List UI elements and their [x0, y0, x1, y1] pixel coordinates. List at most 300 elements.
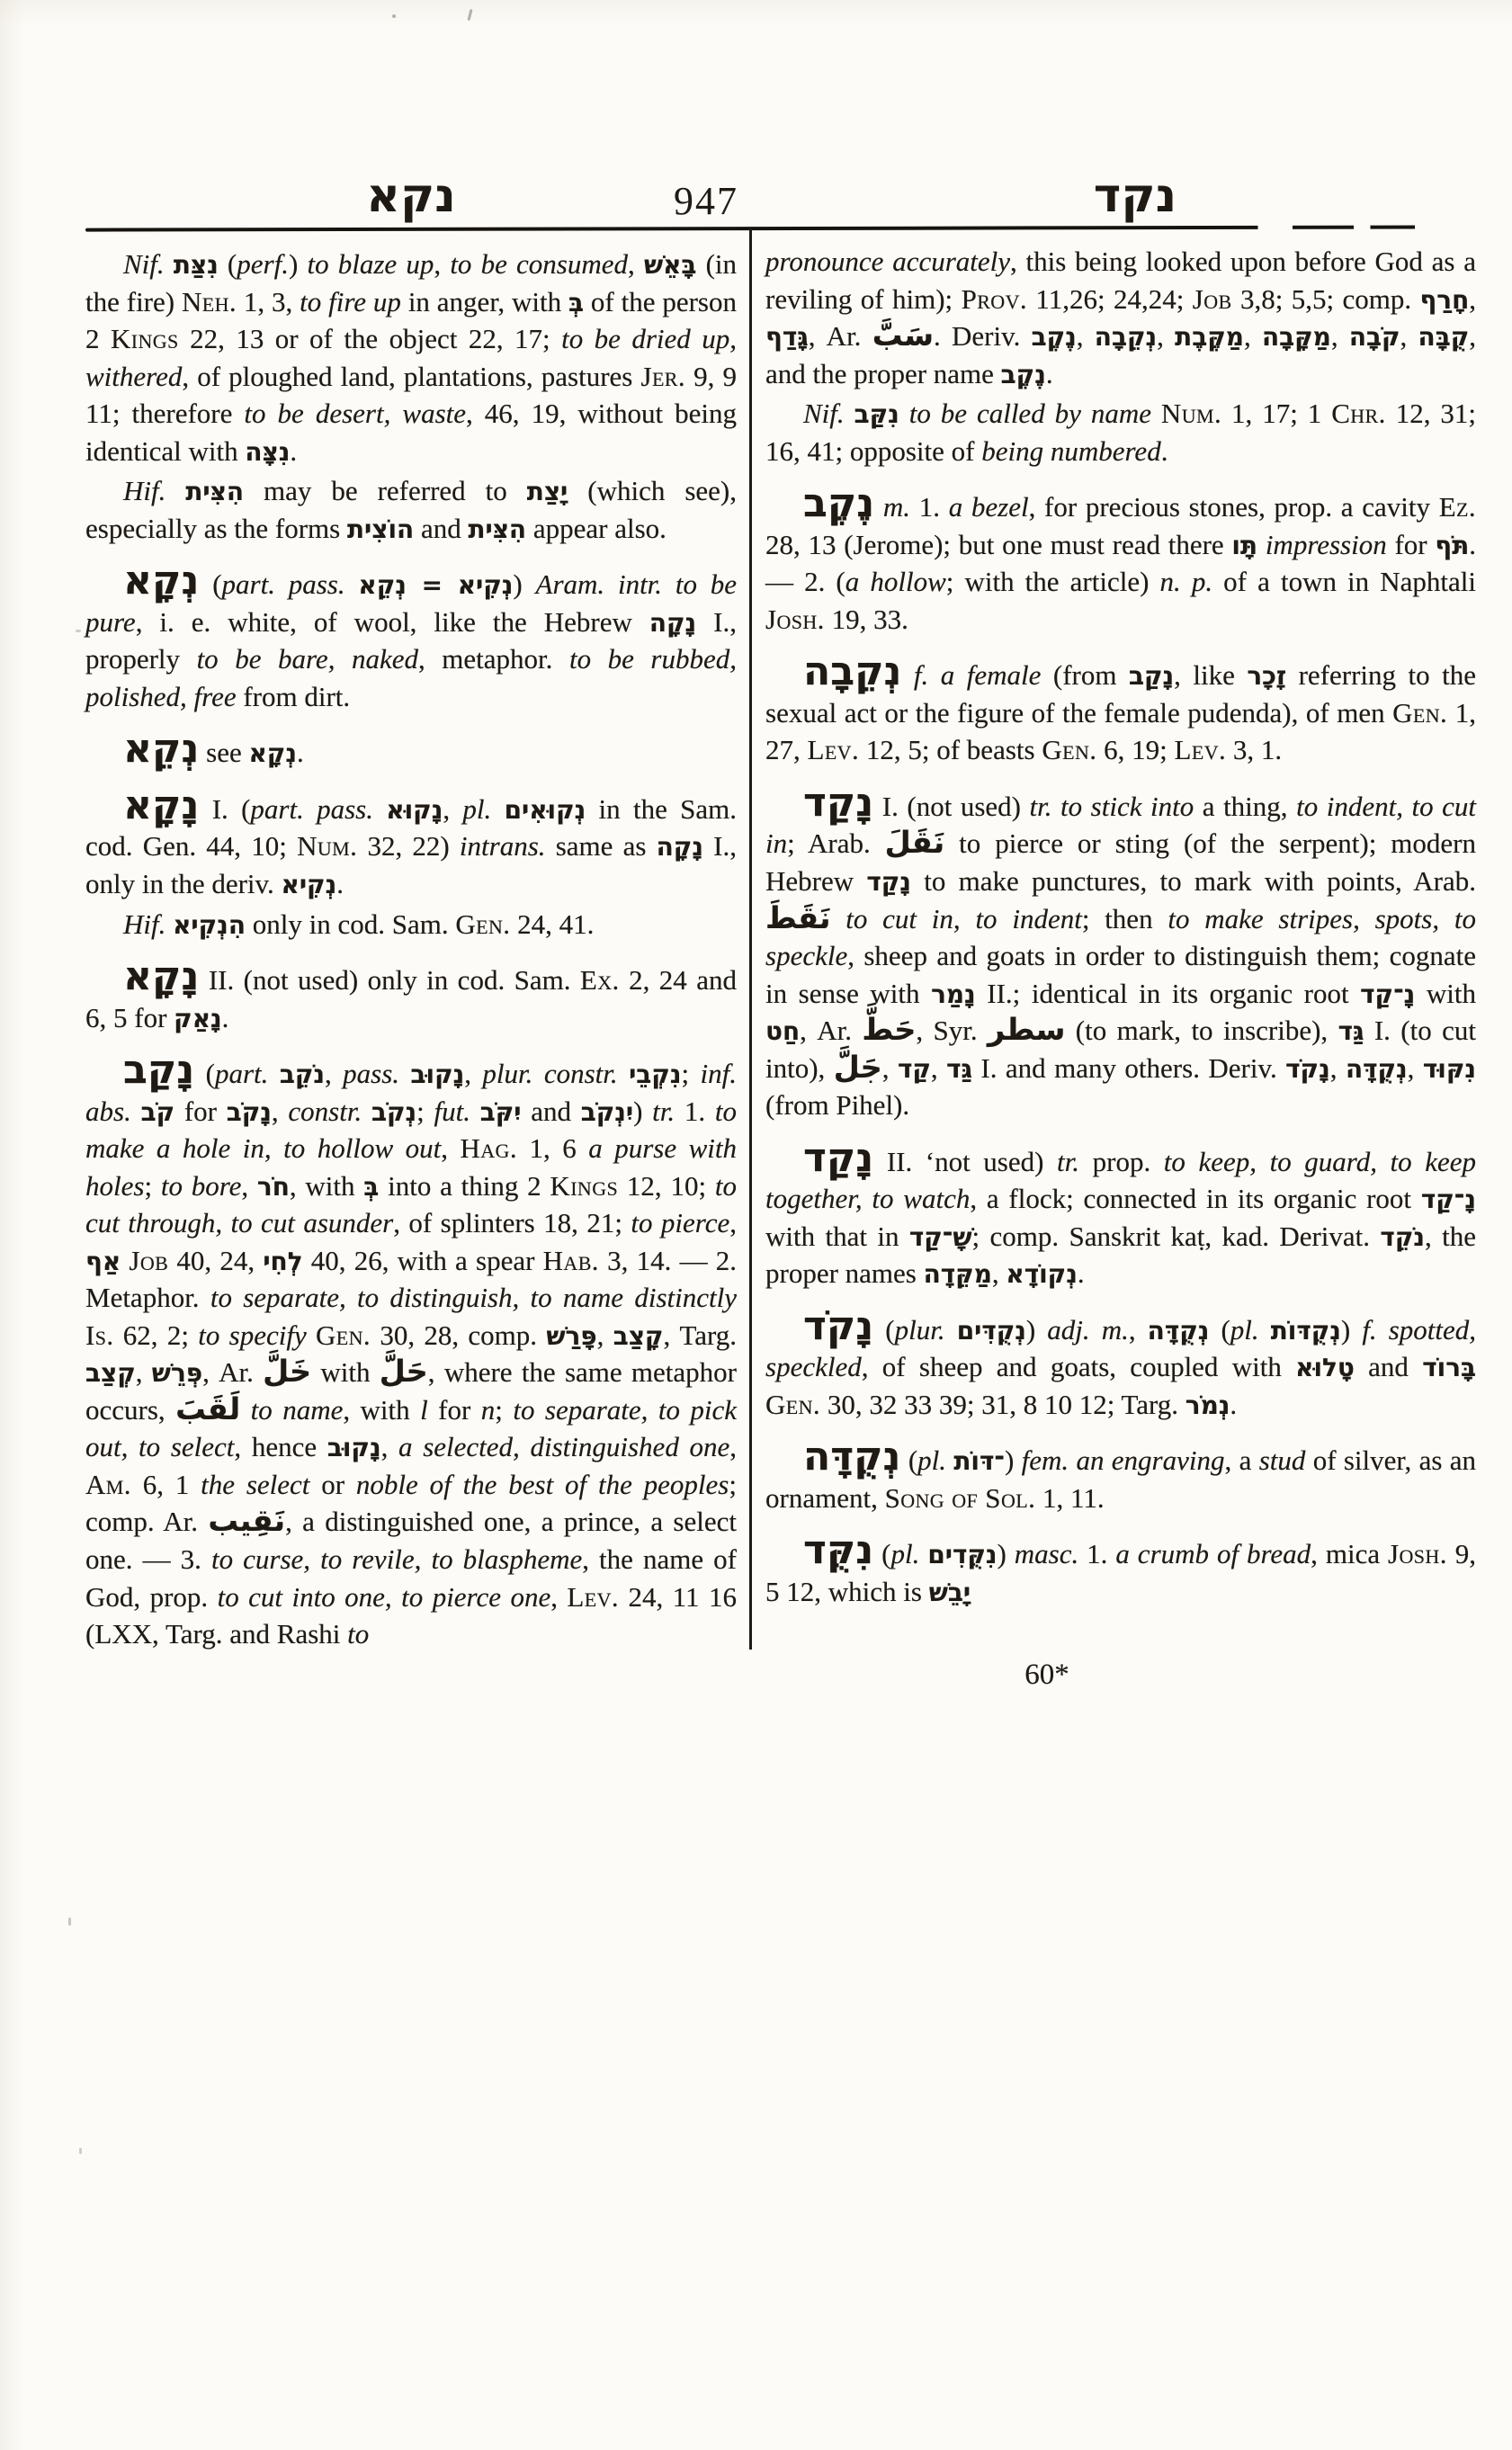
- roman-text: only in cod. Sam.: [245, 908, 456, 940]
- hebrew-word: פָּרַשׁ: [546, 1320, 597, 1351]
- left-catchword-hebrew: נקא: [366, 169, 456, 223]
- italic-gloss: Aram. intr. to be pure: [85, 568, 737, 638]
- roman-text: [121, 1245, 129, 1276]
- roman-text: , a flock; connected in its organic root: [970, 1183, 1421, 1215]
- roman-text: , i. e. white, of wool, like the Hebrew: [135, 605, 649, 638]
- bible-reference: Lev.: [1174, 734, 1227, 766]
- left-column: [85, 243, 737, 1653]
- hebrew-headword: נָקָא: [123, 953, 200, 1000]
- arabic-word: لَقَبَ: [175, 1390, 241, 1426]
- roman-text: ,: [1329, 1051, 1346, 1084]
- roman-text: 30, 32 33 39; 31, 8 10 12; Targ.: [820, 1388, 1185, 1420]
- roman-text: I. (not used): [873, 790, 1030, 822]
- roman-text: 32, 22): [357, 830, 460, 863]
- roman-text: ,: [441, 1132, 461, 1165]
- roman-text: I., only in the deriv.: [85, 830, 738, 899]
- roman-text: 40, 24,: [168, 1244, 264, 1276]
- roman-text: ,: [991, 1257, 1007, 1290]
- roman-text: 1, 6: [517, 1132, 589, 1165]
- roman-text: .: [296, 737, 304, 769]
- hebrew-word: נִקֻּדִים: [927, 1540, 998, 1570]
- hebrew-word: קֻבָּה: [1418, 322, 1470, 353]
- roman-text: 62, 2;: [113, 1319, 199, 1351]
- roman-text: ,: [1330, 320, 1349, 353]
- italic-gloss: constr.: [288, 1095, 362, 1127]
- roman-text: 2, 24 and 6, 5 for: [85, 964, 737, 1033]
- hebrew-word: נְקֻדִּים: [956, 1315, 1026, 1346]
- roman-text: [268, 1058, 279, 1089]
- roman-text: in the Sam. cod. Gen. 44, 10;: [85, 792, 737, 863]
- italic-gloss: to separate, to pick out, to select: [85, 1393, 738, 1463]
- roman-text: [945, 1314, 957, 1346]
- bible-reference: Job: [1192, 282, 1232, 315]
- hebrew-word: נֹקֵד: [1380, 1221, 1425, 1252]
- hebrew-word: נָמַר: [931, 979, 976, 1009]
- italic-gloss: fut.: [434, 1095, 470, 1127]
- italic-gloss: a crumb of bread: [1115, 1538, 1311, 1570]
- roman-text: [919, 1538, 927, 1569]
- italic-gloss: to be rubbed, polished, free: [85, 643, 737, 712]
- roman-text: ,: [1469, 282, 1476, 315]
- roman-text: , of splinters 18, 21;: [393, 1207, 631, 1239]
- roman-text: (: [218, 248, 237, 280]
- hebrew-word: מַקֶּבֶת: [1175, 322, 1244, 353]
- roman-text: referring to the sexual act or the figure of the female pudenda), of men: [765, 659, 1476, 729]
- roman-text: 9, 5 12, which is: [765, 1538, 1477, 1607]
- hebrew-word: נָקֹד: [1285, 1053, 1330, 1084]
- italic-gloss: the select: [201, 1468, 310, 1500]
- dictionary-paragraph: [85, 953, 737, 1036]
- roman-text: , Syr.: [916, 1015, 989, 1047]
- roman-text: ,: [271, 1095, 289, 1127]
- italic-gloss: to keep, to guard, to keep together, to watch: [765, 1145, 1477, 1215]
- roman-text: for: [427, 1393, 481, 1426]
- hebrew-word: חַט: [765, 1016, 801, 1047]
- roman-text: 22, 13 or of the object 22, 17;: [178, 323, 562, 355]
- hebrew-word: בָּרוֹד: [1422, 1353, 1476, 1383]
- italic-gloss: l: [420, 1393, 428, 1426]
- roman-text: (: [873, 1538, 891, 1570]
- roman-text: (which see), especially as the forms: [85, 475, 737, 544]
- hebrew-word: נָאַק: [174, 1003, 222, 1033]
- italic-gloss: pronounce accurately: [765, 246, 1011, 277]
- italic-gloss: fem. an engraving: [1021, 1444, 1225, 1477]
- italic-gloss: a bezel: [948, 491, 1029, 523]
- bible-reference: Am.: [85, 1468, 131, 1500]
- roman-text: , and the proper name: [765, 320, 1477, 389]
- roman-text: [618, 1058, 629, 1089]
- hebrew-headword: נָקֹד: [803, 1302, 874, 1349]
- roman-text: (: [1209, 1313, 1230, 1346]
- hebrew-word: נְקִיא = נְקֵא: [358, 570, 514, 601]
- roman-text: [1257, 529, 1266, 560]
- hebrew-word: נֹקֵב: [279, 1060, 325, 1090]
- roman-text: 24, 11 16 (LXX, Targ. and Rashi: [85, 1580, 737, 1650]
- italic-gloss: adj. m.: [1047, 1313, 1129, 1346]
- arabic-word: حَطَّ: [862, 1012, 917, 1048]
- italic-gloss: tr.: [1057, 1145, 1080, 1177]
- roman-text: II. (not used) only in cod. Sam.: [199, 964, 580, 997]
- roman-text: ,: [628, 248, 644, 280]
- bible-reference: Gen.: [765, 1388, 821, 1420]
- hebrew-word: קֹבָה: [1348, 322, 1400, 353]
- roman-text: .: [336, 867, 344, 899]
- roman-text: 12, 31; 16, 41; opposite of: [765, 398, 1477, 467]
- italic-gloss: a purse with holes: [85, 1132, 738, 1202]
- bible-reference: Gen.: [1392, 696, 1448, 729]
- italic-gloss: f. a female: [913, 659, 1042, 692]
- scan-artifact: [76, 630, 81, 632]
- roman-text: ): [1340, 1313, 1363, 1346]
- hebrew-word: נִקַּב: [854, 399, 899, 430]
- roman-text: [399, 1058, 410, 1089]
- hebrew-word: קַד: [897, 1053, 931, 1084]
- roman-text: (: [873, 1313, 895, 1346]
- italic-gloss: m.: [882, 491, 911, 523]
- roman-text: ,: [1128, 1313, 1148, 1346]
- roman-text: II.; identical in its organic root: [975, 977, 1361, 1009]
- roman-text: ): [288, 248, 308, 280]
- italic-gloss: part.: [214, 1058, 269, 1090]
- hebrew-word: נְקֻדָּה: [1147, 1315, 1210, 1346]
- dictionary-paragraph: [765, 243, 1476, 392]
- dictionary-paragraph: [765, 480, 1477, 638]
- hebrew-word: גַּד: [1338, 1016, 1364, 1047]
- hebrew-headword: נְקָא: [123, 558, 200, 604]
- roman-text: ; Arab.: [787, 827, 885, 860]
- bible-reference: Lev.: [567, 1580, 620, 1613]
- roman-text: ; comp. Ar.: [85, 1468, 737, 1538]
- hebrew-headword: נָקַב: [123, 1047, 195, 1094]
- hebrew-word: קְצַב: [85, 1358, 136, 1389]
- bible-reference: Gen.: [455, 908, 511, 940]
- roman-text: .: [221, 1001, 229, 1033]
- dictionary-paragraph: [765, 648, 1476, 769]
- roman-text: ,: [1243, 320, 1262, 353]
- roman-text: with: [1415, 977, 1476, 1009]
- bible-reference: Neh.: [181, 285, 237, 317]
- italic-gloss: to: [347, 1618, 370, 1650]
- italic-gloss: to bore: [160, 1169, 242, 1202]
- bible-reference: Job: [129, 1244, 169, 1276]
- right-catchword-hebrew: נקד: [1093, 169, 1177, 223]
- hebrew-word: נְקֵבָה: [1094, 322, 1158, 353]
- hebrew-word: בְּ: [363, 1171, 380, 1202]
- roman-text: ,: [434, 248, 451, 280]
- italic-gloss: n. p.: [1159, 566, 1213, 598]
- dictionary-paragraph: [85, 782, 738, 903]
- scan-artifact: [392, 14, 396, 18]
- roman-text: 6, 19;: [1096, 734, 1175, 766]
- roman-text: 19, 33.: [824, 603, 908, 635]
- italic-gloss: a hollow: [845, 566, 946, 598]
- hebrew-word: תָּו: [1231, 530, 1258, 560]
- hebrew-word: חָרַף: [1419, 284, 1470, 315]
- roman-text: [491, 793, 504, 825]
- roman-text: , like: [1174, 659, 1248, 692]
- roman-text: ): [1025, 1313, 1048, 1346]
- bible-reference: Kings: [110, 323, 179, 355]
- roman-text: , the proper names: [765, 1220, 1476, 1290]
- column-gap: [737, 243, 765, 1653]
- roman-text: , sheep and goats in order to distinguish them; cognate in sense with: [765, 940, 1476, 1009]
- hebrew-word: קֹב: [140, 1096, 175, 1127]
- hebrew-word: טָלוּא: [1295, 1353, 1355, 1383]
- roman-text: , with: [343, 1393, 421, 1426]
- roman-text: 6, 1: [130, 1468, 201, 1500]
- roman-text: same as: [545, 830, 657, 863]
- hebrew-word: ־דּוֹת: [953, 1446, 1005, 1477]
- hebrew-word: נָקָה: [656, 832, 703, 863]
- roman-text: , a: [1224, 1444, 1259, 1477]
- roman-text: and: [414, 512, 469, 544]
- roman-text: ,: [881, 1051, 898, 1084]
- roman-text: (to mark, to inscribe),: [1065, 1015, 1338, 1047]
- roman-text: and: [521, 1095, 581, 1127]
- roman-text: , with: [289, 1169, 364, 1202]
- arabic-word: خَلَّ: [263, 1354, 312, 1390]
- italic-gloss: pl.: [890, 1538, 920, 1570]
- roman-text: [131, 1095, 141, 1127]
- italic-gloss: to cut through, to cut asunder: [85, 1169, 737, 1239]
- roman-text: ,: [443, 792, 463, 825]
- hebrew-headword: נָקַד: [803, 1134, 874, 1181]
- bible-reference: Song of Sol.: [884, 1481, 1036, 1514]
- roman-text: of the person 2: [85, 285, 737, 355]
- arabic-word: نَقِيب: [208, 1503, 286, 1539]
- arabic-word: نَقَطَ: [765, 899, 831, 935]
- bible-reference: Lev.: [807, 734, 860, 766]
- italic-gloss: to make stripes, spots, to speckle: [765, 902, 1476, 972]
- hebrew-word: הוֹצִית: [346, 514, 415, 544]
- roman-text: , Ar.: [202, 1356, 264, 1389]
- roman-text: , Ar.: [800, 1015, 863, 1047]
- roman-text: [470, 1095, 480, 1127]
- dictionary-paragraph: [765, 395, 1476, 469]
- roman-text: (in the fire): [85, 248, 738, 317]
- roman-text: 11,26; 24,24;: [1027, 282, 1193, 315]
- arabic-word: سطر: [988, 1012, 1066, 1048]
- roman-text: ,: [135, 1356, 152, 1389]
- roman-text: 1, 17; 1: [1221, 398, 1332, 430]
- roman-text: to make punctures, to mark with points, Arab.: [910, 864, 1476, 897]
- roman-text: for: [174, 1095, 227, 1127]
- roman-text: , hence: [234, 1431, 327, 1463]
- roman-text: 1, 3,: [237, 285, 300, 317]
- roman-text: , of ploughed land, plantations, pastures: [182, 360, 641, 392]
- roman-text: I. (: [199, 792, 251, 825]
- hebrew-word: נִצַּת: [173, 250, 219, 280]
- roman-text: 3,8; 5,5; comp.: [1231, 282, 1420, 315]
- roman-text: ): [1004, 1444, 1022, 1477]
- roman-text: ,: [1407, 1051, 1423, 1084]
- roman-text: , Ar.: [808, 320, 872, 353]
- hebrew-word: נָקוּב: [410, 1060, 465, 1090]
- hebrew-word: גַּד: [946, 1053, 972, 1084]
- italic-gloss: masc.: [1014, 1538, 1079, 1570]
- roman-text: 1.: [1078, 1538, 1116, 1570]
- hebrew-word: מַקָּבָה: [1261, 322, 1331, 353]
- hebrew-word: נְמֹר: [1185, 1390, 1230, 1420]
- roman-text: 3, 14. — 2. Metaphor.: [85, 1244, 738, 1314]
- italic-gloss: noble of the best of the peoples: [355, 1468, 729, 1500]
- bible-reference: Chr.: [1331, 398, 1386, 430]
- roman-text: ;: [144, 1169, 161, 1202]
- italic-gloss: to be called by name: [908, 398, 1151, 430]
- roman-text: II. ʻnot used): [873, 1145, 1058, 1177]
- italic-gloss: to name: [250, 1393, 344, 1426]
- italic-gloss: pl.: [1230, 1313, 1259, 1346]
- hebrew-word: אַף: [85, 1246, 121, 1276]
- roman-text: , this being looked upon before God as a reviling of him);: [765, 246, 1477, 315]
- dictionary-paragraph: [85, 558, 737, 715]
- dictionary-paragraph: [765, 1134, 1477, 1292]
- bible-reference: Is.: [85, 1319, 114, 1351]
- italic-gloss: tr.: [652, 1095, 675, 1127]
- bible-reference: Kings: [550, 1169, 619, 1202]
- italic-gloss: to curse, to revile, to blaspheme: [210, 1543, 583, 1575]
- roman-text: appear also.: [526, 512, 667, 544]
- hebrew-word: גָּדַף: [765, 322, 809, 353]
- hebrew-word: נְקִיא: [281, 869, 337, 899]
- hebrew-word: שָׁ־קַד: [908, 1221, 972, 1252]
- hebrew-word: נָקוּא: [386, 794, 443, 825]
- hebrew-word: נְקֻדּוֹת: [1270, 1315, 1341, 1346]
- roman-text: . Deriv.: [934, 320, 1032, 353]
- hebrew-word: הִצִּית: [468, 514, 527, 544]
- roman-text: [899, 398, 909, 429]
- roman-text: ,: [380, 1431, 399, 1463]
- bible-reference: Ez.: [1438, 491, 1477, 523]
- italic-gloss: part. pass.: [250, 792, 373, 825]
- roman-text: a thing,: [1194, 790, 1297, 822]
- roman-text: [345, 568, 359, 600]
- hebrew-word: קָצַב: [613, 1320, 664, 1351]
- italic-gloss: impression: [1265, 528, 1387, 560]
- hebrew-word: נָקָה: [649, 607, 697, 638]
- italic-gloss: to be bare, naked: [196, 643, 418, 675]
- hebrew-headword: נְקֵא: [123, 726, 200, 773]
- hebrew-word: נְקוּאִים: [504, 794, 586, 825]
- roman-text: .: [1077, 1257, 1085, 1290]
- hebrew-word: יִנְקֹב: [580, 1096, 634, 1127]
- roman-text: ; then: [1081, 902, 1168, 934]
- hebrew-word: נָקֹב: [226, 1096, 272, 1127]
- italic-gloss: Hif.: [123, 908, 174, 940]
- roman-text: [901, 659, 913, 691]
- roman-text: (from: [1041, 659, 1129, 692]
- hebrew-word: נְקֻדָּה: [1345, 1053, 1408, 1084]
- two-column-text: [85, 230, 1476, 1653]
- roman-text: with that in: [765, 1220, 909, 1252]
- italic-gloss: to pierce: [631, 1207, 730, 1239]
- right-column: [765, 243, 1476, 1653]
- italic-gloss: to cut into one, to pierce one: [217, 1580, 551, 1613]
- roman-text: [1259, 1314, 1271, 1346]
- hebrew-word: תֹּף: [1435, 530, 1470, 560]
- dictionary-paragraph: [765, 1434, 1476, 1516]
- bible-reference: Jer.: [640, 360, 686, 392]
- hebrew-word: נְקוֹדָא: [1006, 1259, 1078, 1290]
- roman-text: ,: [596, 1319, 613, 1351]
- scan-artifact: [467, 9, 472, 21]
- roman-text: into a thing 2: [379, 1169, 550, 1202]
- roman-text: ): [997, 1538, 1015, 1570]
- italic-gloss: to blaze up: [307, 248, 434, 280]
- dictionary-paragraph: [85, 726, 737, 773]
- hebrew-word: זָכָר: [1247, 661, 1287, 692]
- italic-gloss: part. pass.: [221, 568, 345, 601]
- arabic-word: نَقَلَ: [884, 825, 945, 861]
- roman-text: [874, 491, 883, 523]
- roman-text: to pierce or sting (of the serpent); modern Hebrew: [765, 827, 1476, 897]
- bible-reference: Gen.: [316, 1319, 371, 1351]
- hebrew-headword: נִקֻּד: [803, 1527, 874, 1574]
- hebrew-headword: נֶקֶב: [803, 480, 875, 527]
- roman-text: 24, 41.: [510, 908, 595, 940]
- roman-text: 28, 13 (Jerome); but one must read there: [765, 528, 1232, 560]
- dictionary-paragraph: [85, 246, 737, 469]
- italic-gloss: pass.: [343, 1058, 400, 1090]
- roman-text: 30, 28, comp.: [371, 1319, 547, 1351]
- italic-gloss: to cut in, to indent: [845, 902, 1082, 934]
- roman-text: prop.: [1079, 1145, 1164, 1177]
- roman-text: (: [900, 1444, 918, 1477]
- roman-text: of silver, as an ornament,: [765, 1444, 1476, 1514]
- roman-text: ,: [729, 1431, 738, 1463]
- roman-text: 40, 26, with a spear: [302, 1244, 543, 1276]
- roman-text: I. (to cut into),: [765, 1015, 1476, 1084]
- roman-text: , 46, 19, without being identical with: [85, 398, 738, 467]
- bible-reference: Prov.: [961, 282, 1028, 315]
- bible-reference: Josh.: [1388, 1538, 1447, 1570]
- italic-gloss: plur.: [894, 1313, 945, 1346]
- roman-text: I. and many others. Deriv.: [971, 1051, 1286, 1084]
- roman-text: , for precious stones, prop. a cavity: [1028, 491, 1439, 523]
- hebrew-word: נָקַב: [1128, 661, 1175, 692]
- hebrew-word: נָ־קַד: [1420, 1185, 1476, 1215]
- roman-text: ,: [1400, 320, 1418, 353]
- roman-text: 1.: [675, 1095, 715, 1127]
- roman-text: ,: [930, 1051, 947, 1084]
- bible-reference: Num.: [1160, 398, 1222, 430]
- hebrew-word: פְּרֵשׁ: [151, 1358, 203, 1389]
- italic-gloss: to fire up: [300, 285, 401, 317]
- hebrew-word: נְקֹב: [371, 1096, 417, 1127]
- roman-text: , metaphor.: [418, 643, 569, 675]
- roman-text: I., properly: [85, 605, 737, 675]
- roman-text: 12, 5; of beasts: [859, 734, 1042, 766]
- roman-text: , where the same metaphor occurs,: [85, 1356, 737, 1426]
- roman-text: 1, 27,: [765, 696, 1476, 766]
- roman-text: with: [311, 1356, 380, 1389]
- roman-text: in anger, with: [400, 285, 569, 317]
- hebrew-word: נֶקֶב: [1031, 322, 1077, 353]
- roman-text: ,: [325, 1058, 344, 1090]
- italic-gloss: perf.: [237, 248, 289, 280]
- roman-text: [307, 1319, 316, 1351]
- hebrew-word: נִקּוּד: [1422, 1053, 1477, 1084]
- roman-text: for: [1386, 528, 1436, 560]
- italic-gloss: to indent, to cut in: [765, 790, 1476, 860]
- italic-gloss: being numbered: [981, 434, 1161, 467]
- roman-text: from dirt.: [236, 680, 351, 712]
- roman-text: (: [194, 1058, 215, 1090]
- roman-text: (: [199, 568, 222, 601]
- roman-text: , a distinguished one, a prince, a select one. — 3.: [85, 1506, 737, 1575]
- italic-gloss: to be consumed: [450, 248, 629, 280]
- italic-gloss: to make a hole in, to hollow out: [85, 1095, 738, 1165]
